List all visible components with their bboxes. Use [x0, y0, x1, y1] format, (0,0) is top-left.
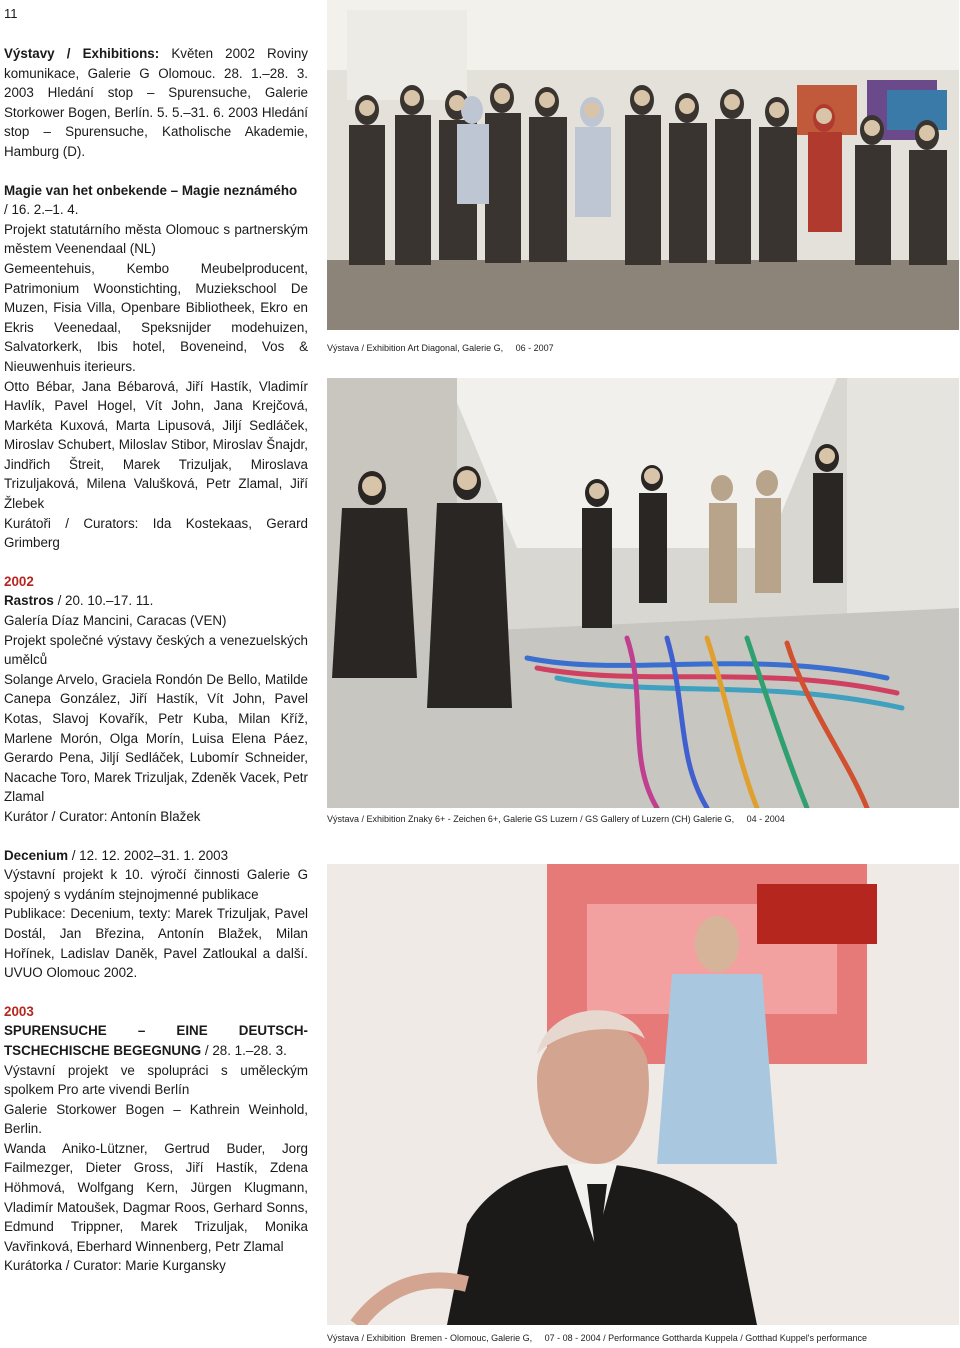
spurensuche-dates: / 28. 1.–28. 3.: [201, 1042, 287, 1058]
rastros-curator: Kurátor / Curator: Antonín Blažek: [4, 808, 201, 824]
page-number: 11: [4, 6, 18, 21]
rastros-venue: Galería Díaz Mancini, Caracas (VEN): [4, 613, 227, 629]
exhibitions-paragraph: [4, 44, 308, 162]
photo-caption-1: Výstava / Exhibition Art Diagonal, Galerie G, 06 - 2007: [327, 343, 554, 353]
magie-venues: Gemeentehuis, Kembo Meubelproducent, Patrimonium Woonstichting, Muziekschool De Muzen, Fisia Villa, Openbare Bibliotheek, Ekro en Ekris Veenedaal, Speksnijder modehuizen, Salvatorkerk, Ibis hotel, Boveneind, Vos & Nieuwenhuis iterieurs.: [4, 260, 308, 374]
photo-caption-2: Výstava / Exhibition Znaky 6+ - Zeichen 6+, Galerie GS Luzern / GS Gallery of Luzern (CH) Galerie G, 04 - 2004: [327, 814, 785, 824]
rastros-heading: [4, 591, 308, 611]
spurensuche-heading: [4, 1021, 308, 1060]
magie-project: Projekt statutárního města Olomouc s partnerským městem Veenendaal (NL): [4, 221, 308, 257]
left-text-column: [4, 44, 308, 1276]
spurensuche-project: Výstavní projekt ve spolupráci s uměleckým spolkem Pro arte vivendi Berlín: [4, 1062, 308, 1098]
photo-gallery-crowd: [327, 0, 959, 330]
magie-title: Magie van het onbekende – Magie neznámého: [4, 182, 298, 198]
magie-artists: Otto Bébar, Jana Bébarová, Jiří Hastík, Vladimír Havlík, Pavel Hogel, Vít John, Jana Krejčová, Markéta Kuxová, Marta Lipusová, Jiljí Sedláček, Miroslav Schubert, Miloslav Stibor, Miroslav Šnajdr, Jindřich Štreit, Marek Trizuljak, Miroslava Trizuljaková, Milena Valušková, Petr Zlamal, Jiří Žlebek: [4, 378, 308, 512]
decenium-publication: Publikace: Decenium, texty: Marek Trizuljak, Pavel Dostál, Jan Březina, Antonín Blažek, Milan Hořínek, Ladislav Daněk, Pavel Zatloukal a další. UVUO Olomouc 2002.: [4, 906, 308, 981]
year-2003: 2003: [4, 1003, 34, 1019]
spurensuche-title: SPURENSUCHE – EINE DEUTSCH-TSCHECHISCHE BEGEGNUNG: [4, 1023, 308, 1058]
decenium-heading: [4, 846, 308, 866]
decenium-title: Decenium: [4, 847, 68, 863]
spurensuche-venue: Galerie Storkower Bogen – Kathrein Weinhold, Berlin.: [4, 1101, 308, 1137]
magie-dates: / 16. 2.–1. 4.: [4, 202, 79, 218]
exhibitions-text: Květen 2002 Roviny komunikace, Galerie G Olomouc. 28. 1.–28. 3. 2003 Hledání stop – Spurensuche, Galerie Storkower Bogen, Berlín. 5. 5.–31. 6. 2003 Hledání stop – Spurensuche, Katholische Akademie, Hamburg (D).: [4, 46, 308, 159]
rastros-dates: / 20. 10.–17. 11.: [53, 593, 154, 609]
year-2002: 2002: [4, 573, 34, 589]
decenium-dates: / 12. 12. 2002–31. 1. 2003: [68, 847, 229, 863]
exhibitions-label: Výstavy / Exhibitions:: [4, 46, 160, 61]
photo-gallery-ribbons: [327, 378, 959, 808]
photo-performance: [327, 864, 959, 1325]
photo-caption-3: Výstava / Exhibition Bremen - Olomouc, Galerie G, 07 - 08 - 2004 / Performance Gottharda Kuppela / Gotthad Kuppel's performance: [327, 1333, 867, 1343]
decenium-project: Výstavní projekt k 10. výročí činnosti Galerie G spojený s vydáním stejnojmenné publikace: [4, 867, 308, 902]
rastros-artists: Solange Arvelo, Graciela Rondón De Bello, Matilde Canepa González, Jiří Hastík, Vít John, Pavel Kotas, Slavoj Kovařík, Petr Kuba, Milan Kříž, Marlene Morón, Olga Morín, Luisa Elena Páez, Gerardo Pena, Jiljí Sedláček, Lubomír Schneider, Nacache Toro, Marek Trizuljak, Zdeněk Vacek, Petr Zlamal: [4, 671, 308, 805]
spurensuche-curator: Kurátorka / Curator: Marie Kurgansky: [4, 1258, 226, 1274]
rastros-project: Projekt společné výstavy českých a venezuelských umělců: [4, 632, 308, 668]
magie-curators: Kurátoři / Curators: Ida Kostekaas, Gerard Grimberg: [4, 515, 308, 551]
spurensuche-artists: Wanda Aniko-Lützner, Gertrud Buder, Jorg Failmezger, Dieter Gross, Jiří Hastík, Zdena Höhmová, Wolfgang Kern, Jürgen Klugmann, Vladimír Matoušek, Dagmar Roos, Gerhard Sonns, Edmund Trippner, Marek Trizuljak, Monika Vavřinková, Eberhard Winnenberg, Petr Zlamal: [4, 1140, 308, 1254]
rastros-title: Rastros: [4, 593, 54, 609]
